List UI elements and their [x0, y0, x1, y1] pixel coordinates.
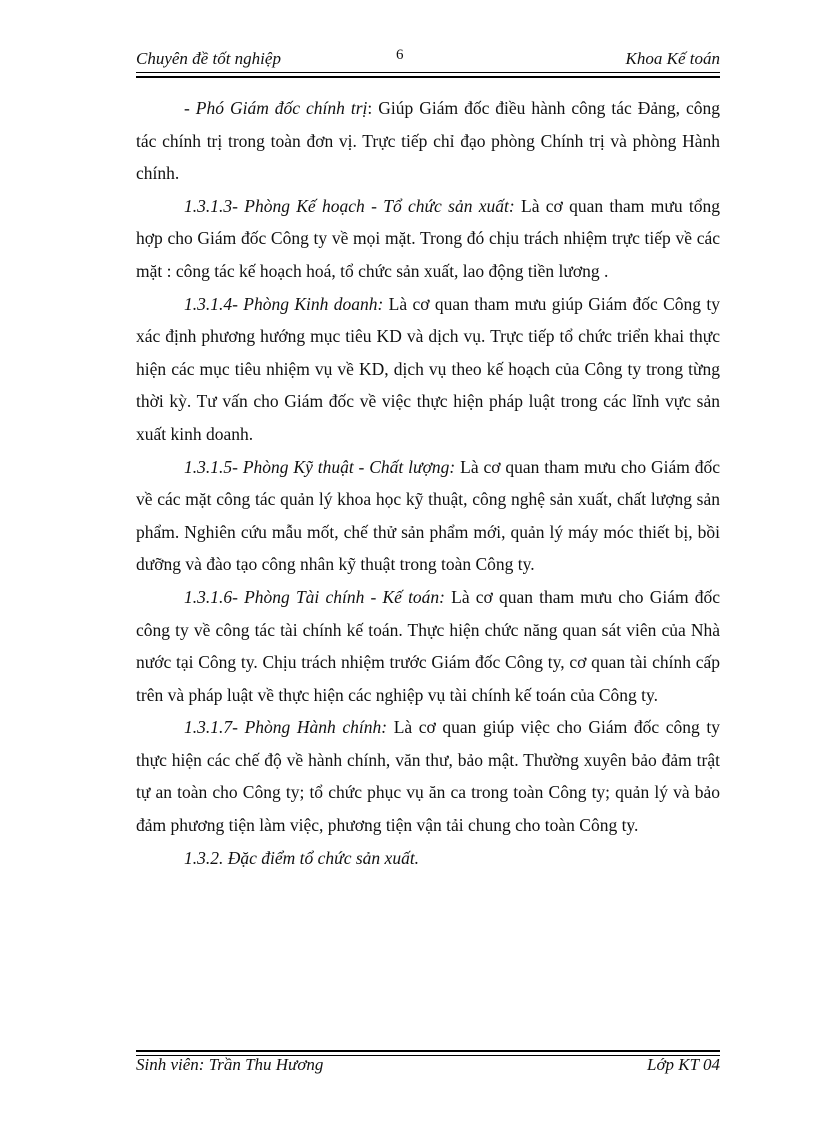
paragraph-text: : Giúp Giám đốc điều hành công tác Đảng, công tác chính trị trong toàn đơn vị. Trực tiếp chỉ đạo phòng Chính trị và phòng Hành chính. [136, 98, 720, 184]
paragraph [136, 711, 720, 841]
header-title: Chuyên đề tốt nghiệp [136, 49, 281, 68]
paragraph-text: Là cơ quan tham mưu giúp Giám đốc Công ty xác định phương hướng mục tiêu KD và dịch vụ. Trực tiếp tổ chức triển khai thực hiện các mục tiêu nhiệm vụ về KD, dịch vụ theo kế hoạch của Công ty trong từng thời kỳ. Tư vấn cho Giám đốc về việc thực hiện pháp luật trong các lĩnh vực sản xuất kinh doanh. [136, 293, 720, 444]
footer-student: Sinh viên: Trần Thu Hương [136, 1055, 324, 1074]
section-heading [136, 842, 720, 875]
paragraph [136, 92, 720, 190]
paragraph-lead: 1.3.1.3- Phòng Kế hoạch - Tổ chức sản xuất: [184, 195, 515, 216]
paragraph-lead: 1.3.1.5- Phòng Kỹ thuật - Chất lượng: [184, 456, 456, 477]
paragraph-lead: 1.3.1.7- Phòng Hành chính: [184, 717, 388, 738]
document-body [136, 92, 720, 874]
paragraph-lead: - Phó Giám đốc chính trị [184, 98, 368, 118]
paragraph-lead: 1.3.1.6- Phòng Tài chính - Kế toán: [184, 586, 446, 607]
paragraph-text: Là cơ quan giúp việc cho Giám đốc công ty thực hiện các chế độ về hành chính, văn thư, bảo mật. Thường xuyên bảo đảm trật tự an toàn cho Công ty; tổ chức phục vụ ăn ca trong toàn Công ty; quản lý và bảo đảm phương tiện làm việc, phương tiện vận tải chung cho toàn Công ty. [136, 717, 720, 836]
paragraph-text: Là cơ quan tham mưu cho Giám đốc công ty về công tác tài chính kế toán. Thực hiện chức năng quan sát viên của Nhà nước tại Công ty. Chịu trách nhiệm trước Giám đốc Công ty, cơ quan tài chính cấp trên và pháp luật về thực hiện các nghiệp vụ tài chính kế toán của Công ty. [136, 586, 721, 705]
paragraph-text: Là cơ quan tham mưu cho Giám đốc về các mặt công tác quản lý khoa học kỹ thuật, công nghệ sản xuất, chất lượng sản phẩm. Nghiên cứu mẫu mốt, chế thử sản phẩm mới, quản lý máy móc thiết bị, bồi dưỡng và đào tạo công nhân kỹ thuật trong toàn Công ty. [136, 456, 720, 575]
paragraph-text: Là cơ quan tham mưu tổng hợp cho Giám đốc Công ty về mọi mặt. Trong đó chịu trách nhiệm trực tiếp về các mặt : công tác kế hoạch hoá, tổ chức sản xuất, lao động tiền lương . [136, 195, 720, 281]
header-rule [136, 72, 720, 78]
paragraph [136, 451, 720, 581]
footer-class: Lớp KT 04 [646, 1055, 720, 1074]
paragraph-lead: 1.3.1.4- Phòng Kinh doanh: [184, 293, 384, 314]
paragraph [136, 190, 720, 288]
paragraph [136, 581, 720, 711]
paragraph [136, 288, 720, 451]
paragraph-lead: 1.3.2. Đặc điểm tổ chức sản xuất. [184, 847, 420, 868]
page-header [136, 47, 720, 71]
page-number: 6 [396, 47, 404, 63]
header-department: Khoa Kế toán [625, 49, 720, 68]
